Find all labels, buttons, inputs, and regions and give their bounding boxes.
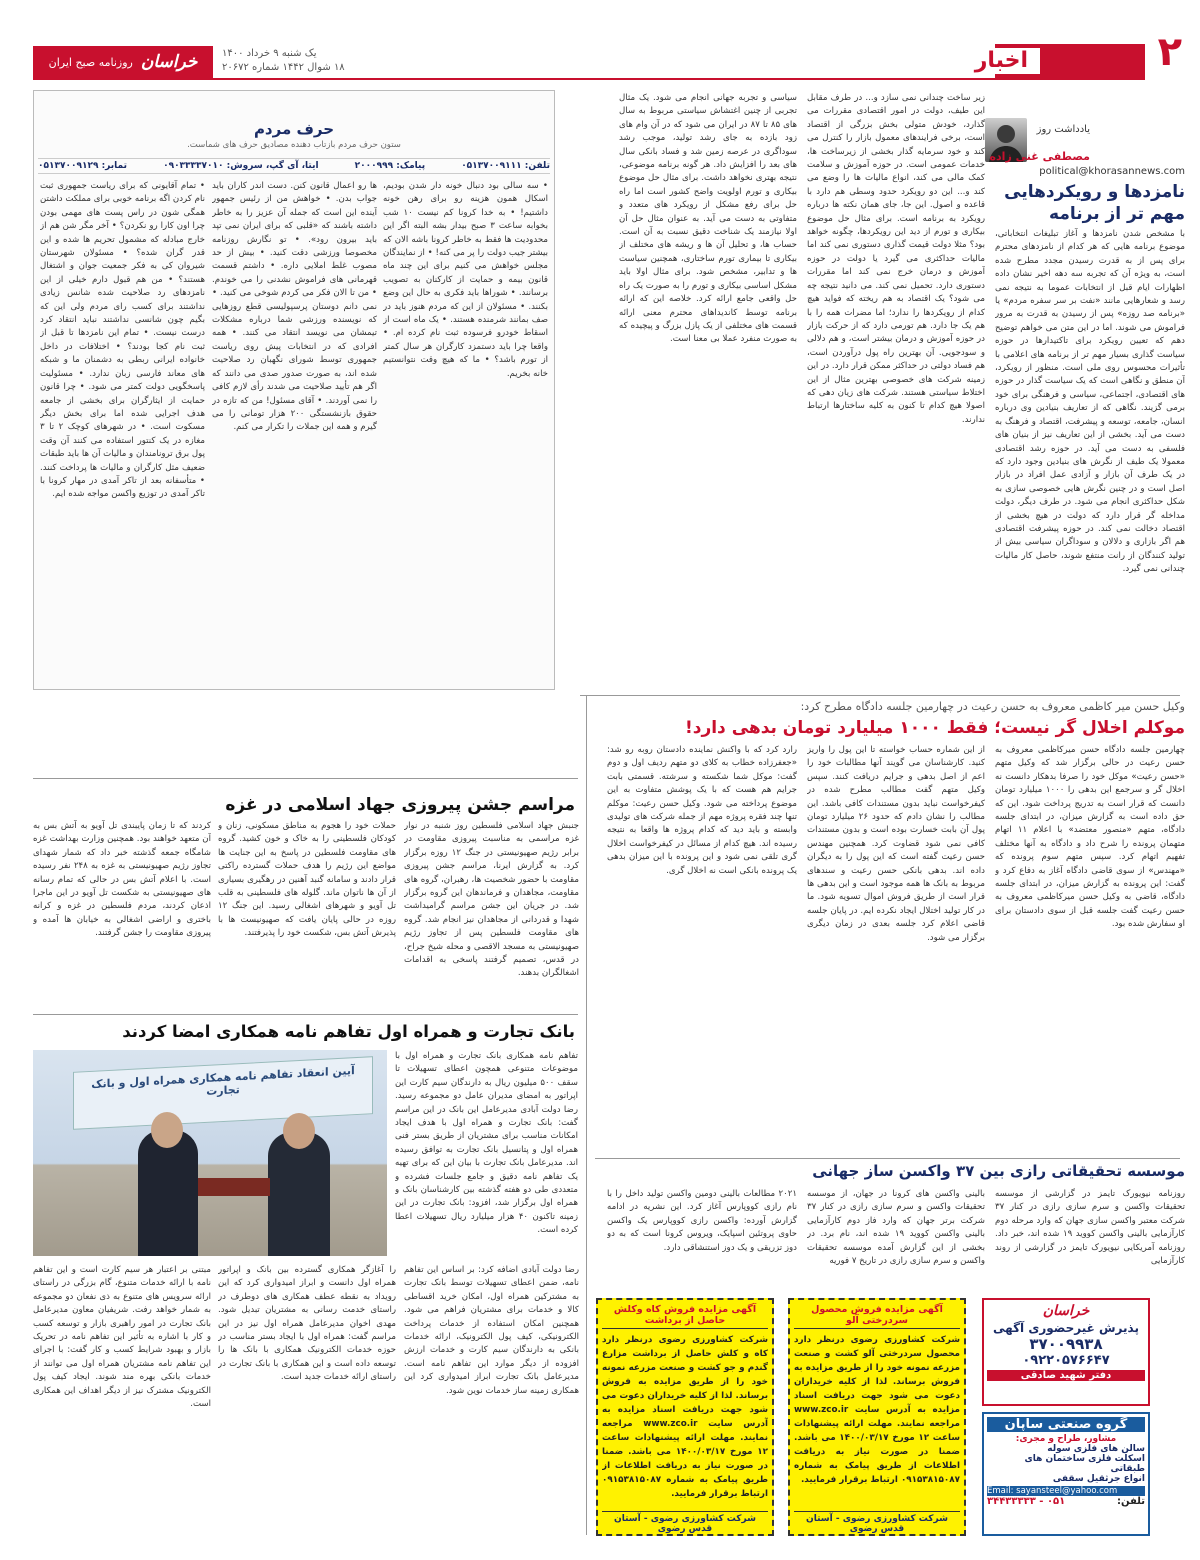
bank-col-c: مبتنی بر اعتبار هر سیم کارت است و این تفاهم نامه با ارائه خدمات متنوع، گام بزرگی در راستای ارائه سرویس های متنوع به ذی نفعان دو مجموعه به شمار خواهد رفت. شریفیان معاون مدیرعامل بانک تجارت در امور راهبری بازار و توسعه کسب و کار با اشاره به تأثیر این تفاهم نامه در تحریک بازار و بهبود شرایط کسب و کار گفت: با اجرای این تفاهم نامه مشتریان همراه اول می توانند از خدمات بانکی بهره مند شوند. ایجاد کیف پول الکترونیک مشترک نیز از دیگر اهداف این همکاری است.	[33, 1265, 211, 1410]
bank-headline: بانک تجارت و همراه اول تفاهم نامه همکاری امضا کردند	[122, 1022, 575, 1041]
article-col2: زیر ساخت چندانی نمی سازد و... در طرف مقابل این طیف، دولت در امور اقتصادی مقررات می گذارد، خودش متولی بخش بزرگی از اقتصاد است، برخی فرایندهای معمول بازار را کنترل می کند و خود سرمایه گذار بخشی از زیرساخت ها، خدمات عمومی است. در حوزه آموزش و سلامت کمک مالی می کند، انواع مالیات ها را وضع می کند و... این دو رویکرد حدود وسطی هم دارد با قاعده و اصول. این جا، جای همان نکته ها درباره رویکرد به برنامه است. برای مثال حل موضوع بیکاری و تورم از دید این رویکردها، چگونه خواهد بود؟ مثلا دولت قیمت گذاری دستوری نمی کند اما مالیات حداکثری می گیرد یا دولت در حوزه آموزش و درمان خرج نمی کند اما مقررات دستوری دارد. تحمیل نمی کند. می دانید نتیجه چه می شود؟ یک اقتصاد به هم ریخته که فواید هیچ کدام از رویکردها را ندارد؛ اما مضرات همه را با هم یک جا دارد. هم تورمی دارد که از حرکت بازار در حوزه آموزش و درمان بیشتر است، و هم دلالی و سودجویی. آن بهترین راه پول درآوردن است، هم فساد دولتی در حداکثر ممکن قرار دارد. در این زمینه شرکت های خصوصی بهترین مثال از این اختلاط سیاستی هستند. شرکت های زیان دهی که اصولا هیچ کدام تا کنون به کلیه ساختارها ارتباط ندارند.	[807, 93, 985, 425]
ad4-title: گروه صنعتی ساپان	[987, 1417, 1145, 1432]
hm-phone: تلفن: ۰۵۱۳۷۰۰۹۱۱۱	[461, 161, 550, 171]
hm-contact-bar	[38, 158, 550, 174]
person-right	[268, 1132, 330, 1256]
column-email: political@khorasannews.com	[1039, 166, 1185, 177]
gaza-headline: مراسم جشن پیروزی جهاد اسلامی در غزه	[225, 795, 575, 815]
divider	[33, 778, 578, 779]
divider	[595, 1158, 1180, 1159]
column-title-line2: مهم تر از برنامه	[1049, 204, 1185, 224]
ad4-item: سالن های فلزی سوله	[1047, 1444, 1145, 1454]
vakil-col-r: چهارمین جلسه دادگاه حسن میرکاظمی معروف به حسن رعیت در حالی برگزار شد که وکیل متهم «حسن رعیت» موکل خود را صرفا بدهکار دانست نه اخلال گر و سرجمع این بدهی را ۱۰۰۰ میلیارد تومان دانست که قرار است به تدریج پرداخت شود. این که حق داده است به گزارش میزان، در ابتدای جلسه دادگاه، متهم «منصور معتضد» با اعلام ۱۱ اتهام متهمان پرونده را شرح داد و دادگاه به آنها مختلف تفهیم اتهام کرد. سپس متهم سوم پرونده که «مهندس» از سوی قاضی دادگاه آغاز به دفاع کرد و گفت: این پرونده به گزارش میزان، در ابتدای جلسه دادگاه، قاضی به وکیل حسن میرکاظمی معروف به حسن رعیت گفت جلسه قبل از سوی دادستان برای او سفارش شده بود.	[995, 745, 1185, 930]
gaza-col-r: جنبش جهاد اسلامی فلسطین روز شنبه در نوار غزه مراسمی به مناسبت پیروزی مقاومت در برابر رژیم صهیونیستی در جنگ ۱۲ روزه برگزار کرد. به گزارش ایرنا، مراسم جشن پیروزی مقاومت با حضور شخصیت ها، رهبران، گروه های مقاومت، مجاهدان و فرماندهان این گروه برگزار شد. در جریان این جشن مراسم گرامیداشت شهدا و قدردانی از مجاهدان نیز انجام شد. گروه های مقاومت فلسطین پس از تجاوز رژیم صهیونیستی به مسجد الاقصی و محله شیخ جراح، در قدس، تصمیم گرفتند پاسخی به اقدامات اشغالگران بدهند.	[404, 821, 579, 979]
divider	[33, 1014, 578, 1015]
ad4-email: Email: sayansteel@yahoo.com	[987, 1486, 1145, 1496]
photo-banner: آیین انعقاد تفاهم نامه همکاری همراه اول و بانک تجارت	[73, 1056, 373, 1130]
vaccine-col-l: ۲۰۲۱ مطالعات بالینی دومین واکسن تولید داخل را با نام رازی کووپارس آغاز کرد. این نشریه در ادامه گزارش آورده: واکسن رازی کووپارس یک واکسن حاوی پروتئین اسپایک، ویروس کرونا است که به دو دوز تزریقی و یک دوز استنشاقی دارد.	[607, 1189, 797, 1253]
column-body: با مشخص شدن نامزدها و آغاز تبلیغات انتخاباتی، موضوع برنامه هایی که هر کدام از نامزدهای محترم برای پس از به قدرت رسیدن مجدد مطرح شده است، به ویژه آن که تجربه سه دهه اخیر نشان داده اظهارات ایام قبل از انتخابات عموما به نتیجه نمی رسد و شعارهایی مانند «نفت بر سر سفره مردم» یا «برنامه صد روزه» پس از رسیدن به قدرت به مرور فراموش می شوند. اما در این متن می خواهم توضیح دهم که تعیین رویکرد برای تاکتیدارها در حوزه سیاست گذاری بسیار مهم تر از برنامه های اعلامی با تأثیرات محسوس روی ملی است. منظور از رویکرد، آن منطق و نگاهی است که یک سیاست گذار در حوزه های اقتصادی، اجتماعی، سیاسی و فرهنگی برای خود برمی گزیند. نگاهی که از تعاریف بنیادین وی درباره انسان، جامعه، توسعه و پیشرفت، اقتصاد و فرهنگ به دست می آید. بخشی از این تعاریف نیز از بنیان های فلسفی به دست می آید. در حوزه رشد اقتصادی معمولا یک طیف از نگرش های بنیادین وجود دارد که در یک طرف آن بازار و آزادی عمل افراد در بازار اصل است و در چنین نگرش هایی خصوصی سازی به شکل حداکثری انجام می شود. در طرف دیگر، دولت مداخله گر قرار دارد که دولت در هیچ بخشی از اقتصاد دخالت نمی کند. در حوزه پیشرفت اقتصادی هم اگر بازاری و دلالان و سوداگران سیاسی بیش از تولید کنندگان از رانت منتفع شوند، حاصل کار مالیات چندانی نمی گیرد.	[995, 229, 1185, 575]
ad1-title: آگهی مزایده فروش کاه وکلش حاصل از برداشت	[602, 1304, 768, 1329]
bank-photo	[33, 1050, 387, 1256]
ad2-body: شرکت کشاورزی رضوی درنظر دارد محصول سردرختی آلو کشت و صنعت مزرعه نمونه خود را از طریق مزایده به فروش برساند. لذا از کلیه خریداران دعوت می شود جهت دریافت اسناد مزایده به آدرس سایت www.zco.ir مراجعه نمایند. مهلت ارائه پیشنهادات ساعت ۱۲ مورخ ۱۴۰۰/۰۳/۱۷ می باشد. ضمنا در صورت نیاز به دریافت اطلاعات از طریق پیامک به شماره ۰۹۱۵۳۸۱۵۰۸۷ ارتباط برقرار فرمایید.	[794, 1335, 960, 1485]
vakil-col-m: از این شماره حساب خواسته تا این پول را واریز کنید. کارشناسان می گویند آنها مطالبات خود را اعم از اصل بدهی و جرایم دریافت کنند. سپس وکیل متهم گفت مطالب مطرح شده در کیفرخواست نباید بدون مستندات کافی باشد. این مطالب را نشان دادم که حدود ۲۶ میلیارد تومان پول آن بابت خسارت بوده است و بدون مستندات کافی نمی شود قضاوت کرد. همچنین مهندس حسن رعیت گفته است که این پول را به دیگران داده اند. بدهی بانکی حسن رعیت و سندهای مربوط به بانک ها همه موجود است و این بدهی ها قرار است از طریق فروش اموال تسویه شود. ما در کار تولید اختلال ایجاد نکرده ایم. در پایان جلسه قاضی اعلام کرد جلسه بعدی در زمان دیگری برگزار می شود.	[807, 745, 985, 943]
date-line-1: یک شنبه ۹ خرداد ۱۴۰۰	[222, 48, 317, 59]
column-kicker: یادداشت روز	[1036, 124, 1090, 135]
hm-subtitle: ستون حرف مردم بازتاب دهنده مصادیق حرف های شماست.	[187, 140, 401, 150]
bank-col-a: رضا دولت آبادی اضافه کرد: بر اساس این تفاهم نامه، ضمن اعطای تسهیلات توسط بانک تجارت به مشترکین همراه اول، امکان خرید اقساطی کالا و خدمات برای مشتریان فراهم می شود. همچنین امکان استفاده از خدمات پرداخت الکترونیکی، کیف پول الکترونیک، ارائه خدمات بانکی به دارندگان سیم کارت و خدمات ارزش افزوده از دیگر موارد این تفاهم نامه است. مدیرعامل بانک تجارت ابراز امیدواری کرد این همکاری زمینه ساز خدمات نوین شود.	[404, 1265, 579, 1396]
ad3-title: پذیرش غیرحضوری آگهی	[993, 1321, 1139, 1335]
ad2-title: آگهی مزایده فروش محصول سردرختی آلو	[794, 1304, 960, 1329]
ad-kah-kolosh[interactable]	[596, 1298, 774, 1536]
divider	[586, 695, 587, 1535]
ad3-office: دفتر شهید صادقی	[987, 1370, 1145, 1381]
newspaper-logo	[33, 46, 213, 78]
header-rule	[33, 78, 1145, 80]
hm-col-a: • سه سالی بود دنبال خونه دار شدن بودیم، اسکال همون هزینه رو برای رهن خونه داشتیم! • به خدا کرونا کم نیست ۱۰ شب بخوابه ساعت ۳ صبح بیدار بشه البته اگر این محدودیت ها فقط به خاطر کرونا باشه الان که بیشتر جیب دولت را پر می کنه! • از نمایندگان مجلس خواهش می کنیم برای این چند ماه قانون بیمه و حمایت از کارکنان به تصویب برسانند. • شوراها باید فکری به حال این وضع بکنند. • مسئولان از این که مردم هنوز باید در صف بمانند شرمنده هستند. • یک ماه است از اسقاط خودرو فرسوده ثبت نام کرده ام. • واقعا چرا باید دستمزد کارگران هر سال کمتر از تورم باشد؟ • ما که هیچ وقت نتوانستیم خانه بخریم.	[383, 181, 548, 379]
article-col3: سیاسی و تجربه جهانی انجام می شود. یک مثال تجربی از چنین اغتشاش سیاستی مربوط به سال های ۸۵ تا ۸۷ در ایران می شود که در آن وام های زود بازده به جای رشد تولید، موجب رشد سوداگری در عرصه زمین شد و فساد بانکی سال های بعد را افزایش داد. هر گونه برنامه موضوعی، نتیجه بهتری نخواهد داشت. برای مثال حل موضوع بیکاری و تورم اولویت واضح کشور است اما راه حل برای رفع مشکل از رویکرد های متعدد و متفاوتی به دست می آید. به عنوان مثال حل آن اولا نیازمند یک شناخت دقیق نسبت به آن است. حساب ها، و تحلیل آن ها و ریشه های مختلف از بیکاری تا بیماری تورم ساختاری، همچنین سیاست ها و تدابیر، مشخص شود. برای مثال اولا باید مشکل اساسی بیکاری و تورم را به صورت یک راه حل واقعی جامع ارائه کرد. خلاصه این که ارائه برنامه توسط کاندیداهای محترم معنی ارائه قسمت های مختلفی از یک پازل بزرگ و پیچیده که به صورت منفرد عملا بی معنا است.	[619, 93, 797, 345]
vaccine-headline: موسسه تحقیقاتی رازی بین ۳۷ واکسن ساز جهانی	[812, 1162, 1185, 1180]
logo-script: خراسان	[140, 52, 198, 72]
ad4-item: انواع جرثقیل سقفی	[1052, 1474, 1145, 1484]
ad4-phone-row	[987, 1496, 1145, 1507]
ad3-phone1: ۳۷۰۰۹۹۳۸	[1029, 1335, 1103, 1353]
vakil-kicker: وکیل حسن میر کاظمی معروف به حسن رعیت در چهارمین جلسه دادگاه مطرح کرد:	[800, 700, 1185, 713]
gaza-col-m: حملات خود را هجوم به مناطق مسکونی، زنان و کودکان فلسطینی را به خاک و خون کشید. گروه های مقاومت فلسطین در پاسخ به این جنایت ها مواضع این رژیم را هدف حملات گسترده راکتی قرار دادند و سامانه گنبد آهنین در رهگیری بسیاری از آن ها ناتوان ماند. گلوله های فلسطینی به قلب تل آویو و شهرهای اشغالی رسید. این جنگ ۱۲ روزه در حالی پایان یافت که صهیونیست ها با پذیرش آتش بس، شکست خود را پذیرفتند.	[218, 821, 396, 939]
ad-aloo[interactable]	[788, 1298, 966, 1536]
vakil-headline: موکلم اخلال گر نیست؛ فقط ۱۰۰۰ میلیارد تومان بدهی دارد!	[684, 718, 1185, 738]
bank-col-beside: تفاهم نامه همکاری بانک تجارت و همراه اول با موضوعات متنوعی همچون اعطای تسهیلات تا سقف ۵۰۰ میلیون ریال به دارندگان سیم کارت این اپراتور به امضای مدیران عامل دو مجموعه رسید. رضا دولت آبادی مدیرعامل این بانک در این مراسم گفت: بانک تجارت و همراه اول با هدف ایجاد امکانات مناسب برای مشتریان از طریق بستر فنی همراه اول و پتانسیل بانک تجارت به توافق رسیده اند. مدیرعامل بانک تجارت با بیان این که برای تهیه یک تفاهم نامه دقیق و جامع جلسات فشرده و متعددی طی دو هفته گذشته بین کارشناسان بانک و همراه اول برگزار شد، افزود: بانک تجارت در این زمینه تاکنون ۴۰ هزار میلیارد ریال تسهیلات اعطا کرده است.	[395, 1051, 578, 1236]
ad2-footer: شرکت کشاورزی رضوی - آستان قدس رضوی	[794, 1511, 960, 1534]
hm-fax: تمابر: ۰۵۱۳۷۰۰۹۱۲۹	[38, 161, 127, 171]
ad-khorasan-reception[interactable]	[982, 1298, 1150, 1406]
logo-tagline: روزنامه صبح ایران	[48, 55, 133, 69]
column-author: مصطفی غنی زاده	[989, 150, 1090, 163]
hm-sms: پیامک: ۲۰۰۰۹۹۹	[354, 161, 426, 171]
hm-col-b: ها رو اعمال قانون کنن. دست اندر کاران باید جواب بدن. • خواهش من از رئیس جمهور آینده این است که جمله آن عزیز را به خاطر داشته باشند که «قلبی که برای ایران نمی تپد باید بیرون رود». • تو نگارش روزنامه مخصوصا ورزشی دقت کنید. • بیش از حد مصوب غلط املایی داره. • داشتم قسمت قهرمانی های فراموش نشدنی را می خوندم. • من تا الان فکر می کردم شوخی می کنید. • نمی دانم دوستان پرسپولیسی قطع روزهایی که نویسنده ورزشی شما درباره مشکلات تیمشان می نویسد انتقاد می کنند. • همه افرادی که در انتخابات پیش روی ریاست جمهوری توسط شورای نگهبان رد صلاحیت شده اند، به صورت صدور صدی می دانند که اگر هم تأیید صلاحیت می شدند رأی لازم کافی را نمی آوردند. • آقای مسئول! من که تازه در حقوق بازنشستگی ۲۰۰ هزار تومانی را می گیرم و همه این جملات را تکرار می کنم.	[212, 181, 377, 433]
person-left	[138, 1130, 198, 1256]
ad4-sub: مشاور، طراح و مجری:	[1015, 1434, 1117, 1444]
hm-title: حرف مردم	[253, 120, 335, 138]
ad4-phone-label: تلفن:	[1116, 1496, 1145, 1507]
date-line-2: ۱۸ شوال ۱۴۴۲ شماره ۲۰۶۷۲	[222, 62, 345, 73]
document-folder	[198, 1178, 270, 1196]
ad3-logo: خراسان	[1042, 1303, 1090, 1319]
section-title: اخبار	[963, 48, 1040, 74]
vaccine-col-r: روزنامه نیویورک تایمز در گزارشی از موسسه تحقیقات واکسن و سرم سازی رازی در کنار ۳۷ شرکت معتبر واکسن سازی جهان که وارد مرحله دوم کارآزمایی بالینی واکسن کووید ۱۹ شده اند، خبر داد. روزنامه آمریکایی نیویورک تایمز در گزارشی از روند کارآزمایی	[995, 1189, 1185, 1267]
ad1-body: شرکت کشاورزی رضوی درنظر دارد کاه و کلش حاصل از برداشت مزارع گندم و جو کشت و صنعت مزرعه نمونه خود را از طریق مزایده به فروش برساند. لذا از کلیه خریداران دعوت می شود جهت دریافت اسناد مزایده به آدرس سایت www.zco.ir مراجعه نمایند. مهلت ارائه پیشنهادات ساعت ۱۲ مورخ ۱۴۰۰/۰۳/۱۷ می باشد. ضمنا در صورت نیاز به دریافت اطلاعات از طریق پیامک به شماره ۰۹۱۵۳۸۱۵۰۸۷ ارتباط برقرار فرمایید.	[602, 1335, 768, 1499]
ad1-footer: شرکت کشاورزی رضوی - آستان قدس رضوی	[602, 1511, 768, 1534]
ad-sayan-steel[interactable]	[982, 1412, 1150, 1536]
divider	[580, 695, 1180, 696]
hm-messengers: ایتا، آی گپ، سروش: ۰۹۰۳۳۳۳۷۰۱۰	[163, 161, 319, 171]
column-title-line1: نامزدها و رویکردهایی	[1004, 182, 1185, 202]
ad3-phone2: ۰۹۲۲۰۵۷۶۶۴۷	[1022, 1353, 1110, 1368]
person-right-head	[283, 1113, 315, 1149]
gaza-col-l: کردند که تا زمان پایبندی تل آویو به آتش بس به آن متعهد خواهند بود. همچنین وزارت بهداشت غزه شامگاه جمعه گذشته خبر داد که شمار شهدای تجاوز رژیم صهیونیستی به غزه به ۲۴۸ نفر رسیده است. با اعلام آتش بس در حالی که تمام رسانه های صهیونیستی به شکست تل آویو در این ماجرا اذعان کردند، مردم فلسطین در غزه و کرانه باختری و اراضی اشغالی به خیابان ها آمده و پیروزی مقاومت را جشن گرفتند.	[33, 821, 211, 939]
bank-col-b: را آغازگر همکاری گسترده بین بانک و اپراتور همراه اول دانست و ابراز امیدواری کرد که این رویداد به نقطه عطف همکاری های دوطرف در راستای خدمت رسانی به مشتریان تبدیل شود. مهدی اخوان مدیرعامل همراه اول نیز در این مراسم گفت: همراه اول با ایجاد بستر مناسب در حوزه خدمات الکترونیک همکاری با بانک ها را توسعه داده است و این همکاری با بانک تجارت در راستای ارائه خدمات جدید است.	[218, 1265, 396, 1383]
ad4-phone: ۰۵۱ - ۳۴۴۳۳۳۳۳	[987, 1496, 1066, 1507]
person-left-head	[151, 1112, 183, 1148]
vakil-col-l: رارد کرد که با واکنش نماینده دادستان روبه رو شد: «جعفرزاده خطاب به کلای دو متهم ردیف اول و دوم گفت: موکل شما شکسته و سرشته. قسمتی بابت جرایم هم هست که با یک پوشش متفاوت به این موضوع پرداخته می شود. وکیل حسن رعیت: موکلم تنها چند فقره پروژه مهم از جمله شرکت های تولیدی وابسته و باید دید که کدام پروژه ها واقعا به نتیجه رسیده اند. هیچ کدام از مسائل در کیفرخواست اخلال گری تلقی نمی شود و این پرونده با این میزان بدهی یک پرونده بانکی است نه اخلال گری.	[607, 745, 797, 876]
page-number: ۲	[1157, 29, 1182, 75]
vaccine-col-m: بالینی واکسن های کرونا در جهان، از موسسه تحقیقات واکسن و سرم سازی رازی در کنار ۳۷ شرکت برتر جهان که وارد فاز دوم کارآزمایی بالینی واکسن کووید ۱۹ شده اند، نام برد. در بخشی از این گزارش آمده موسسه تحقیقات واکسن و سرم سازی رازی در تاریخ ۷ فوریه	[807, 1189, 985, 1267]
ad4-item: اسکلت فلزی ساختمان های طبقاتی	[1024, 1454, 1145, 1474]
hm-col-c: • تمام آقایونی که برای ریاست جمهوری ثبت نام کردن اگه برنامه خوبی برای مملکت داشتن همگی شون در راس پست های مهمی بودن چرا اون کارا رو نکردن؟ • آخر مگر شن هم از خارج مبادله که مشمول تحریم ها شده و این قدر گران شده؟ • مسئولان شهرستان شیروان کی به فکر جمعیت جوان و اشتغال هستند؟ • من هم قبول دارم خیلی از این نامزدهای رد صلاحیت شده شانس زیادی نداشتند برای کسب رای مردم ولی این که بگیم چون شانسی نداشتند نباید انتقاد کرد درست نیست. • تمام این نامزدها تا قبل از ثبت نام کجا بودند؟ • اختلافات در داخل خانواده ایرانی ربطی به دشمنان ما و شبکه های معاند فارسی زبان ندارد. • مسئولیت پاسخگویی دولت کمتر می شود. • چرا قانون حمایت از ایثارگران برای بخشی از جامعه هدف اجرایی شده اما برای بخش دیگر مسکوت است. • در شهرهای کوچک ۲ تا ۳ مغازه در یک کنتور استفاده می کنند آن وقت پول برق ترونامندان و مالیات آن ها باید طبقات ضعیف مثل کارگران و مالیات ها پرداخت کنند. • متأسفانه بعد از تاکر آمدی در مهار کرونا با تاکر آمدی در توزیع واکسن مواجه شده ایم.	[40, 181, 205, 500]
